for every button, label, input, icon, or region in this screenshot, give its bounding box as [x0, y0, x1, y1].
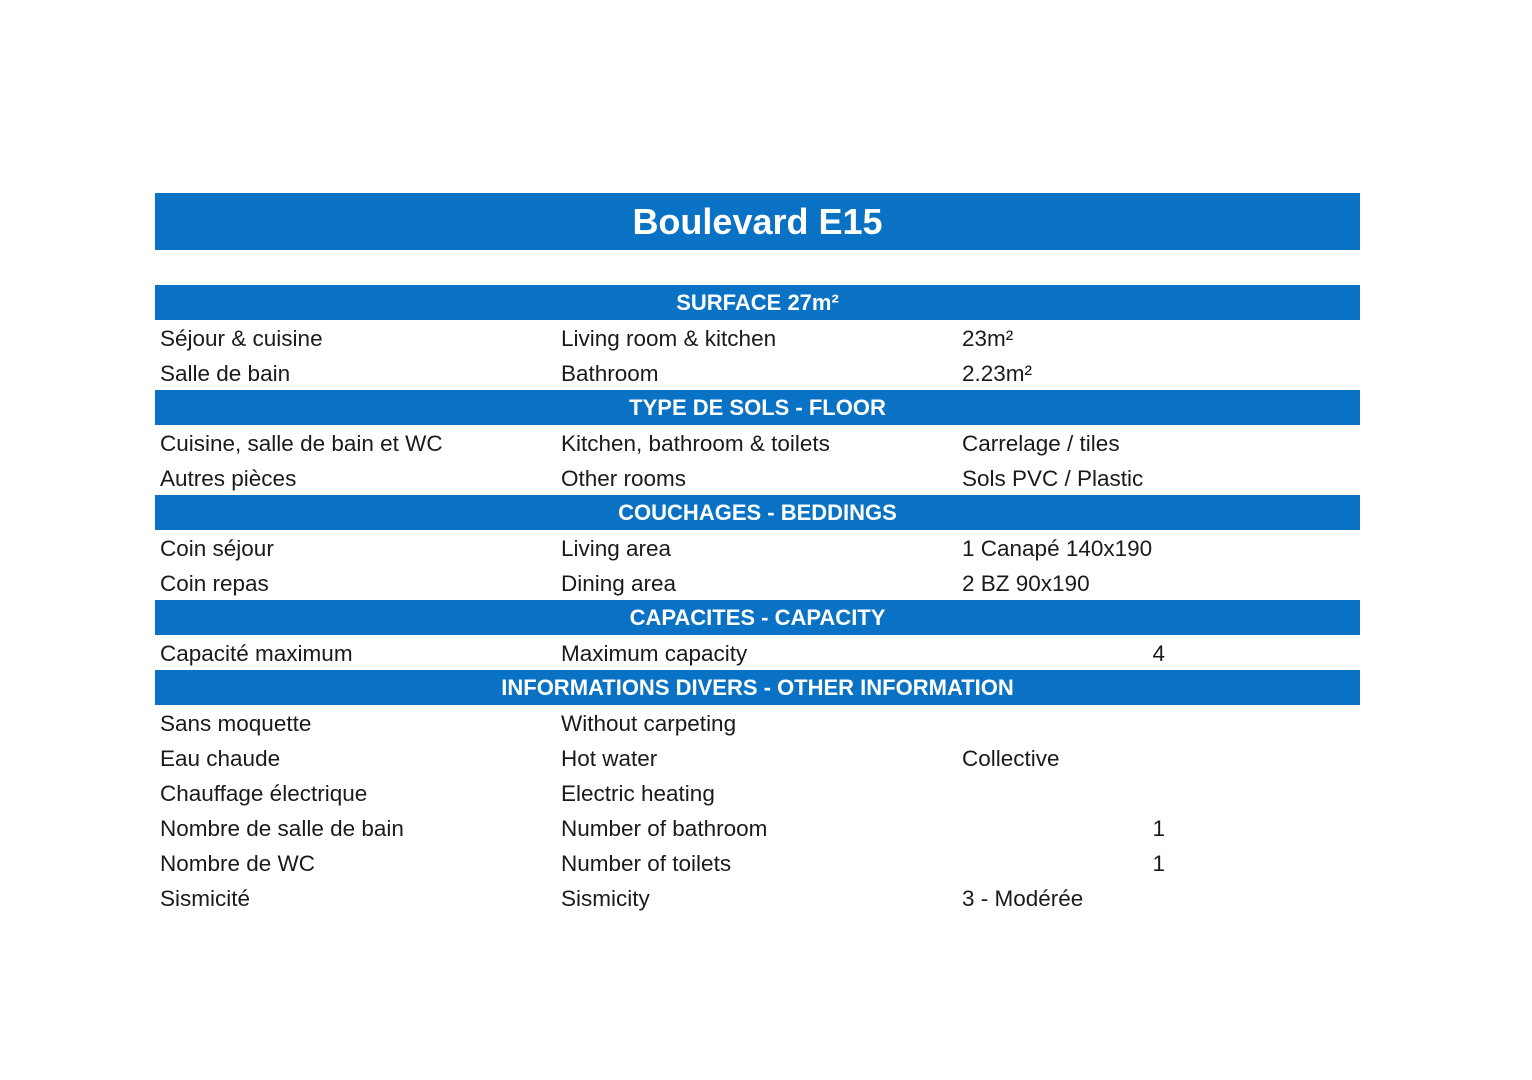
english-label: Electric heating: [561, 781, 715, 806]
value-cell: 3 - Modérée: [962, 886, 1084, 911]
value-cell: Collective: [962, 746, 1060, 771]
table-row: [155, 740, 1360, 775]
table-row: [155, 705, 1360, 740]
french-label: Cuisine, salle de bain et WC: [160, 431, 443, 456]
table-row: [155, 775, 1360, 810]
table-row: [155, 565, 1360, 600]
value-cell: Sols PVC / Plastic: [962, 466, 1144, 491]
english-label: Sismicity: [561, 886, 650, 911]
french-label: Autres pièces: [160, 466, 297, 491]
section-header: SURFACE 27m²: [155, 285, 1360, 320]
section-header: TYPE DE SOLS - FLOOR: [155, 390, 1360, 425]
french-label: Salle de bain: [160, 361, 291, 386]
table-row: [155, 635, 1360, 670]
value-cell: 1: [1152, 851, 1165, 876]
value-cell: 1: [1152, 816, 1165, 841]
table-row: [155, 530, 1360, 565]
sections-container: [155, 285, 1360, 915]
value-cell: 2.23m²: [962, 361, 1033, 386]
value-cell: [958, 775, 1360, 810]
french-label: Capacité maximum: [160, 641, 353, 666]
english-label: Living area: [561, 536, 672, 561]
value-cell: 23m²: [962, 326, 1014, 351]
table-row: [155, 810, 1360, 845]
value-cell: 4: [1152, 641, 1165, 666]
english-label: Dining area: [561, 571, 677, 596]
english-label: Hot water: [561, 746, 658, 771]
english-label: Number of bathroom: [561, 816, 768, 841]
french-label: Nombre de WC: [160, 851, 316, 876]
section-header: INFORMATIONS DIVERS - OTHER INFORMATION: [155, 670, 1360, 705]
english-label: Kitchen, bathroom & toilets: [561, 431, 830, 456]
section-header: COUCHAGES - BEDDINGS: [155, 495, 1360, 530]
french-label: Sismicité: [160, 886, 251, 911]
french-label: Coin repas: [160, 571, 269, 596]
page-title: Boulevard E15: [155, 193, 1360, 250]
value-cell: [958, 705, 1360, 740]
english-label: Living room & kitchen: [561, 326, 777, 351]
french-label: Coin séjour: [160, 536, 274, 561]
french-label: Chauffage électrique: [160, 781, 368, 806]
table-row: [155, 880, 1360, 915]
section-header: CAPACITES - CAPACITY: [155, 600, 1360, 635]
english-label: Without carpeting: [561, 711, 737, 736]
french-label: Sans moquette: [160, 711, 312, 736]
english-label: Bathroom: [561, 361, 659, 386]
value-cell: 2 BZ 90x190: [962, 571, 1090, 596]
property-sheet: [155, 193, 1360, 915]
english-label: Number of toilets: [561, 851, 732, 876]
table-row: [155, 425, 1360, 460]
table-row: [155, 320, 1360, 355]
french-label: Séjour & cuisine: [160, 326, 323, 351]
table-row: [155, 355, 1360, 390]
table-row: [155, 845, 1360, 880]
value-cell: Carrelage / tiles: [962, 431, 1120, 456]
french-label: Eau chaude: [160, 746, 281, 771]
value-cell: 1 Canapé 140x190: [962, 536, 1153, 561]
table-row: [155, 460, 1360, 495]
english-label: Other rooms: [561, 466, 687, 491]
french-label: Nombre de salle de bain: [160, 816, 404, 841]
english-label: Maximum capacity: [561, 641, 748, 666]
